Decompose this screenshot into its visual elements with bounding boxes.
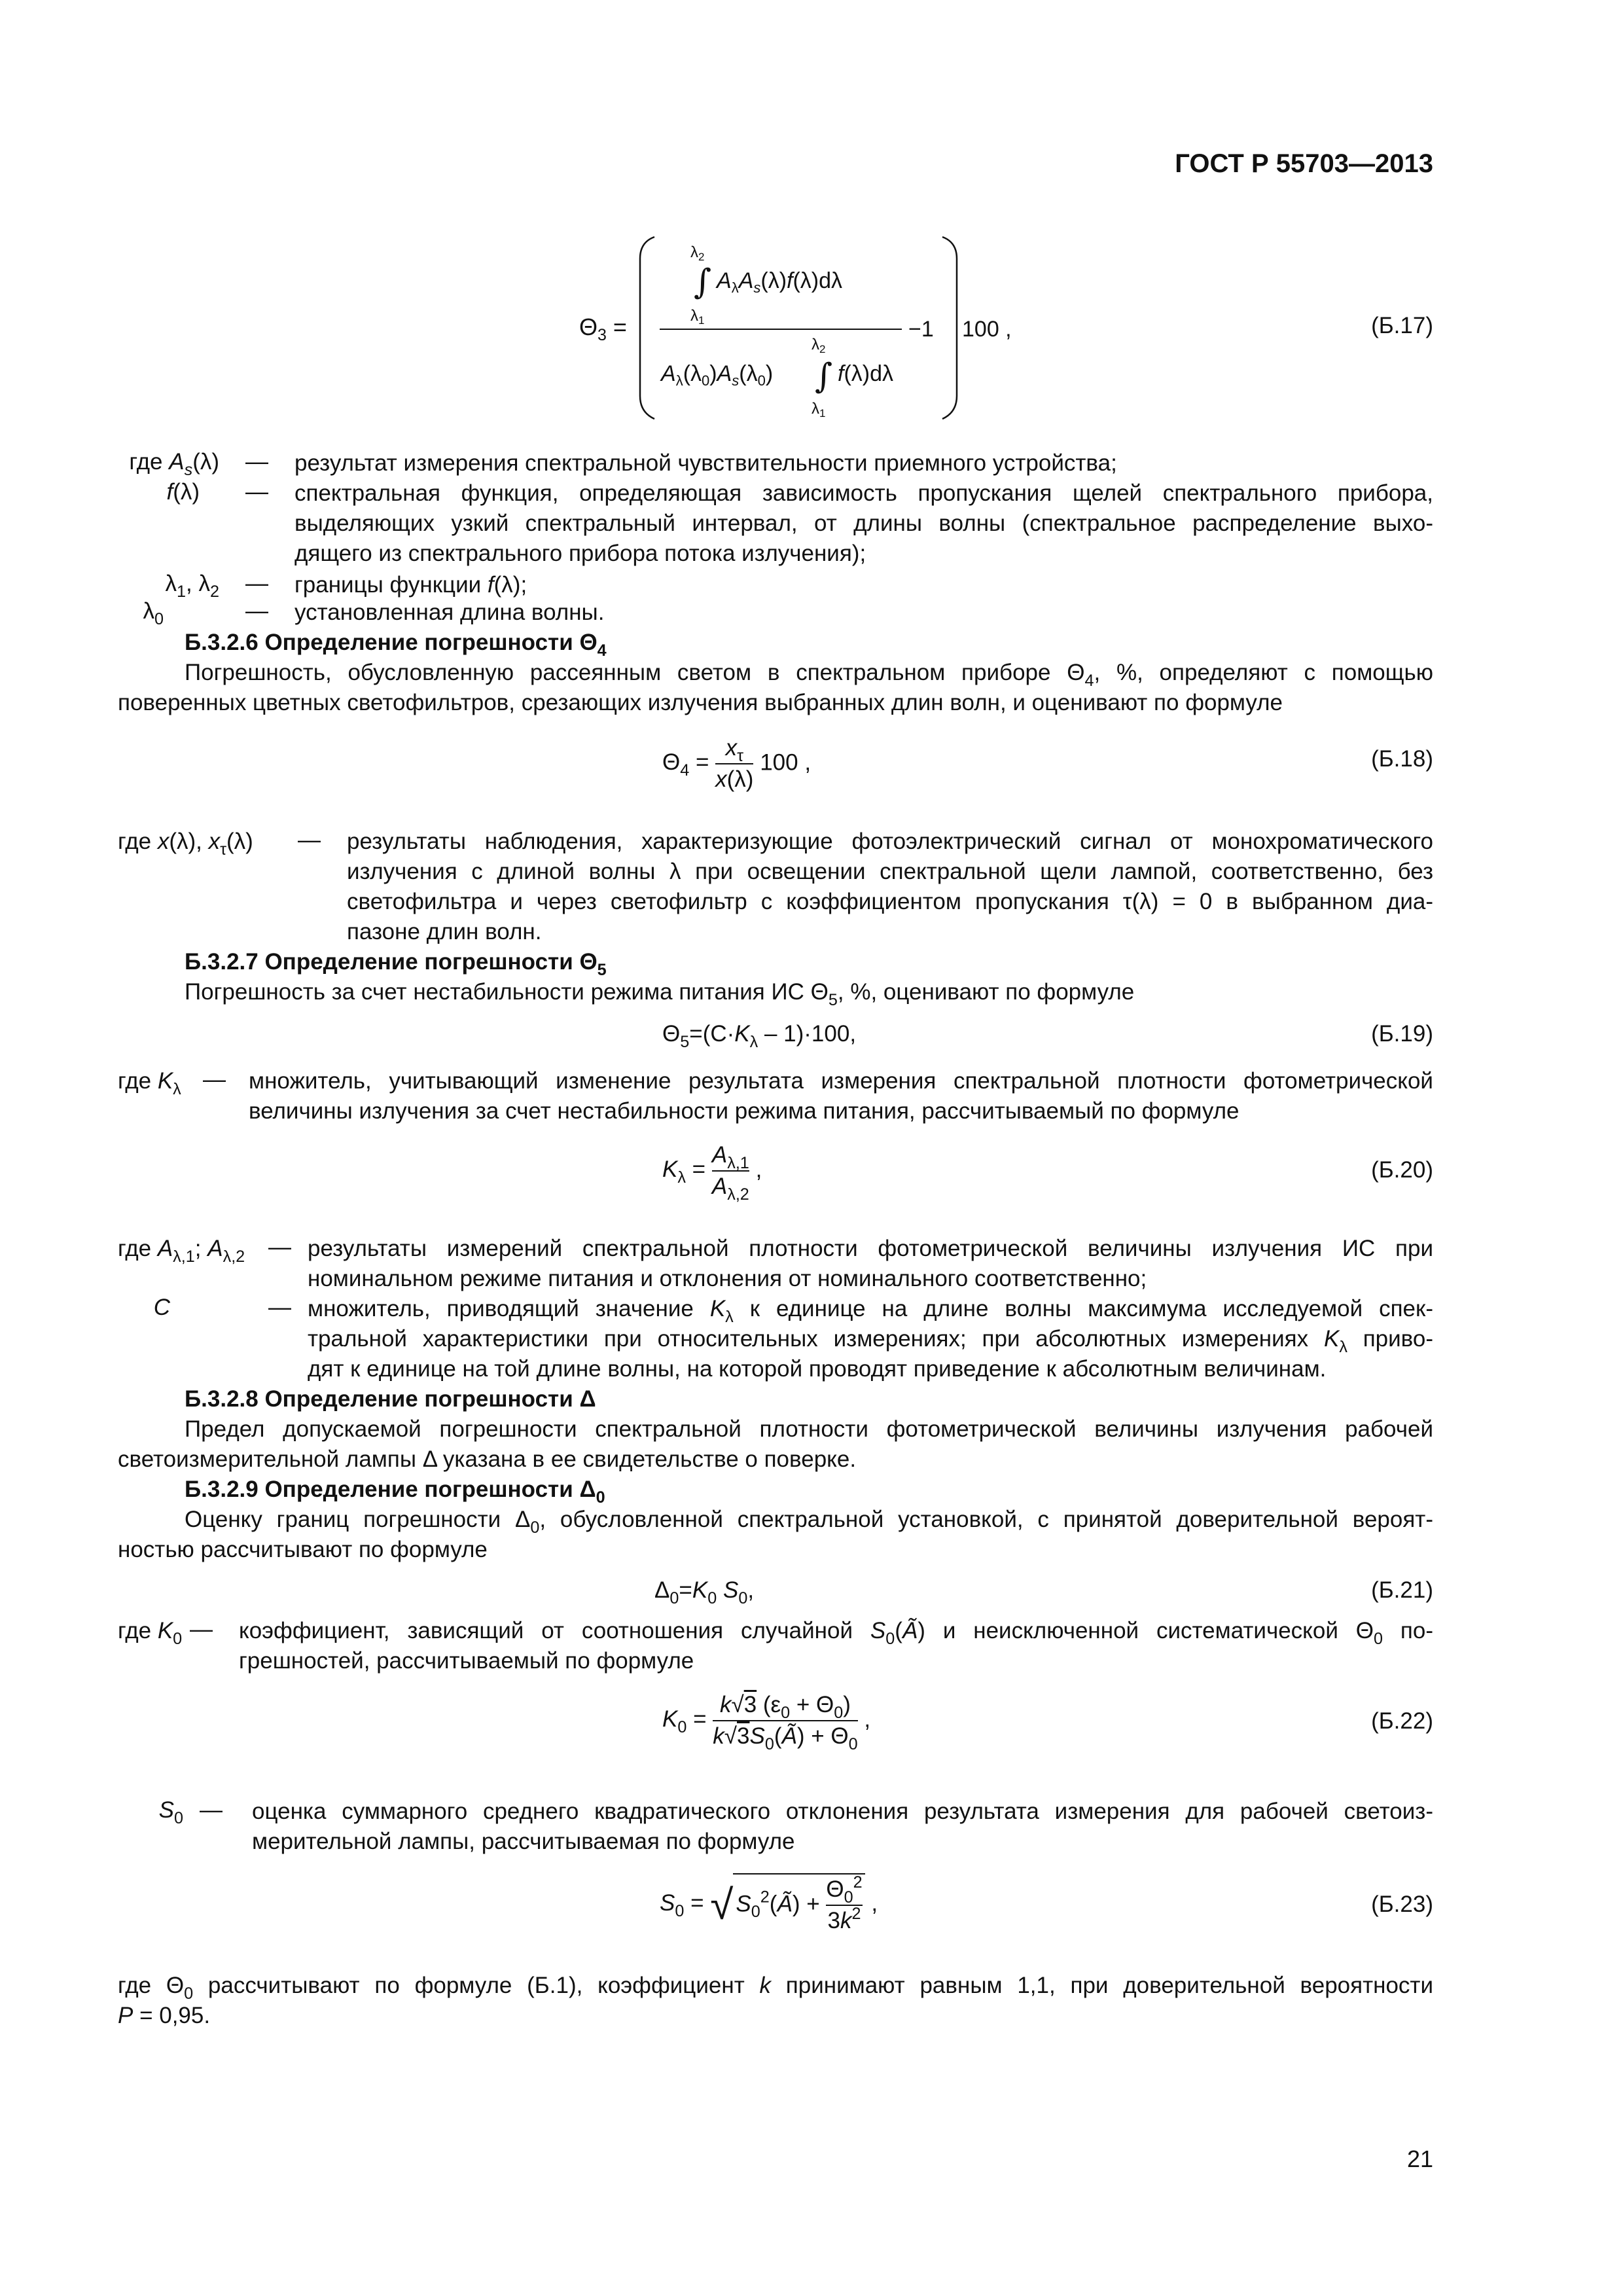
dash: — xyxy=(245,479,268,505)
where-text-alambda-1: результаты измерений спектральной плотности фотометрической величины излучения ИС при xyxy=(308,1236,1433,1261)
where-label-f: f(λ) xyxy=(166,479,200,505)
where-text-alambda-2: номинальном режиме питания и отклонения от номинального соответственно; xyxy=(308,1266,1147,1291)
section-b327: Б.3.2.7 Определение погрешности $\Theta_5$ xyxy=(185,949,607,979)
where-text-x-2: излучения с длиной волны λ при освещении спектральной щели лампой, соответственно, без xyxy=(347,859,1433,884)
eq17-den-integral: ∫ xyxy=(815,357,833,396)
dash: — xyxy=(245,449,268,475)
para-b329-2: ностью рассчитывают по формуле xyxy=(118,1537,488,1562)
where-label-k0: где $K_0$ xyxy=(118,1618,183,1648)
eq17-tail: 100 , xyxy=(962,317,1012,342)
eq23-denominator: $3k^2$ xyxy=(826,1905,862,1936)
where-label-s0: $S_0$ xyxy=(158,1797,183,1827)
eq17-minus-one: −1 xyxy=(908,317,934,342)
equation-b17-svg xyxy=(0,0,1623,458)
eq18-tail: 100 , xyxy=(760,749,812,776)
equation-b19: $\Theta_5=(C\cdot K_\lambda - 1)\cdot 100$, xyxy=(662,1021,857,1051)
eq23-radicand: $S_0^2(Ã)$ + $\frac{\Theta_0^2}{3k^2}$ xyxy=(733,1873,865,1936)
para-b328-2: светоизмерительной лампы Δ указана в ее свидетельстве о поверке. xyxy=(118,1446,857,1472)
where-text-x-4: пазоне длин волн. xyxy=(347,919,542,944)
dash: — xyxy=(245,598,268,624)
eq23-lhs: $S_0$ = xyxy=(660,1890,704,1921)
final-para-2: P = 0,95. xyxy=(118,2003,211,2028)
equation-b23 xyxy=(660,1873,878,1936)
where-text-lambda12: границы функции f(λ); xyxy=(294,572,527,598)
where-label-lambda12: $\lambda_1$, $\lambda_2$ xyxy=(165,571,219,601)
eq22-numerator: k√3 $(\varepsilon_0 + \Theta_0)$ xyxy=(719,1692,851,1722)
eq17-denominator-a: $A_\lambda(\lambda_0)A_s(\lambda_0)$ xyxy=(661,361,774,389)
eq17-den-upper-limit: $\lambda_2$ xyxy=(812,336,826,355)
where-text-f-1: спектральная функция, определяющая зависимость пропускания щелей спектрального прибора, xyxy=(294,480,1433,506)
dash: — xyxy=(200,1797,223,1823)
para-b328-1: Предел допускаемой погрешности спектральной плотности фотометрической величины излучения рабочей xyxy=(185,1416,1433,1442)
eq17-numerator: $A_\lambda A_s(\lambda)f(\lambda)d\lambda$ xyxy=(717,268,843,296)
eq23-radical: √ xyxy=(710,1881,734,1928)
final-para-1: где $\Theta_0$ рассчитывают по формуле (Б.1), коэффициент k принимают равным 1,1, при доверительной вероятности xyxy=(118,1973,1433,2003)
where-text-f-2: выделяющих узкий спектральный интервал, от длины волны (спектральное распределение выхо- xyxy=(294,511,1433,536)
eq23-label: (Б.23) xyxy=(1371,1892,1433,1917)
eq20-fraction xyxy=(712,1140,749,1202)
where-text-c-1: множитель, приводящий значение $K_\lambda$ к единице на длине волны максимума исследуемой спек- xyxy=(308,1296,1433,1326)
eq22-fraction xyxy=(713,1690,857,1751)
dash: — xyxy=(268,1295,291,1320)
where-text-lambda0: установленная длина волны. xyxy=(294,600,605,625)
equation-b20 xyxy=(662,1140,762,1202)
eq18-numerator: $x_\tau$ xyxy=(725,735,744,765)
dash: — xyxy=(190,1617,213,1642)
eq18-label: (Б.18) xyxy=(1371,746,1433,772)
section-b326: Б.3.2.6 Определение погрешности $\Theta_4$ xyxy=(185,630,607,660)
eq22-label: (Б.22) xyxy=(1371,1708,1433,1734)
para-b329-1: Оценку границ погрешности $\Delta_0$, обусловленной спектральной установкой, с принятой доверительной вероят- xyxy=(185,1507,1433,1537)
where-label-c: C xyxy=(153,1295,170,1320)
eq23-fraction xyxy=(826,1874,862,1936)
eq17-right-paren xyxy=(942,237,957,419)
equation-b21: $\Delta_0=K_0$ $S_0$, xyxy=(654,1577,755,1607)
standard-header: ГОСТ Р 55703—2013 xyxy=(1175,149,1433,178)
eq17-left-paren xyxy=(640,237,654,419)
page-number: 21 xyxy=(1406,2145,1433,2172)
eq17-num-integral: ∫ xyxy=(694,262,712,302)
eq20-lhs: $K_\lambda$ = xyxy=(662,1157,706,1187)
section-b328: Б.3.2.8 Определение погрешности Δ xyxy=(185,1386,596,1412)
eq20-denominator: $A_{\lambda,2}$ xyxy=(712,1170,749,1202)
equation-b18 xyxy=(662,733,811,795)
where-text-as: результат измерения спектральной чувствительности приемного устройства; xyxy=(294,450,1117,476)
where-label-klambda: где $K_\lambda$ xyxy=(118,1068,181,1098)
eq19-label: (Б.19) xyxy=(1371,1021,1433,1047)
eq23-numerator: $\Theta_0^2$ xyxy=(826,1873,863,1907)
para-b326-1: Погрешность, обусловленную рассеянным светом в спектральном приборе $\Theta_4$, %, определяют с помощью xyxy=(185,660,1434,690)
where-text-klambda-2: величины излучения за счет нестабильности режима питания, рассчитываемый по формуле xyxy=(249,1098,1240,1124)
eq17-num-lower-limit: $\lambda_1$ xyxy=(690,307,705,327)
section-b329: Б.3.2.9 Определение погрешности $\Delta_0$ xyxy=(185,1477,605,1507)
where-text-k0-2: грешностей, рассчитываемый по формуле xyxy=(239,1648,694,1674)
eq20-label: (Б.20) xyxy=(1371,1157,1433,1183)
para-b327: Погрешность за счет нестабильности режима питания ИС $\Theta_5$, %, оценивают по формуле xyxy=(185,979,1135,1009)
where-text-klambda-1: множитель, учитывающий изменение результата измерения спектральной плотности фотометрической xyxy=(249,1068,1433,1094)
eq17-label: (Б.17) xyxy=(1371,313,1433,338)
dash: — xyxy=(203,1067,226,1092)
where-text-s0-1: оценка суммарного среднего квадратического отклонения результата измерения для рабочей светоиз- xyxy=(252,1799,1433,1824)
where-label-as: где $A_s(\lambda)$ xyxy=(129,449,219,479)
eq18-fraction xyxy=(715,733,753,795)
eq17-den-lower-limit: $\lambda_1$ xyxy=(812,400,826,420)
where-text-x-3: светофильтра и через светофильтр с коэффициентом пропускания τ(λ) = 0 в выбранном диа- xyxy=(347,889,1433,914)
equation-b22 xyxy=(662,1690,870,1751)
eq17-denominator-b: f(λ)dλ xyxy=(838,361,894,386)
eq23-tail: , xyxy=(871,1890,878,1916)
eq18-denominator: x(λ) xyxy=(715,763,753,795)
eq18-lhs: $\Theta_4$ = xyxy=(662,749,709,780)
where-text-k0-1: коэффициент, зависящий от соотношения случайной $S_0(Ã)$ и неисключенной систематической $\Theta_0$ по- xyxy=(239,1618,1433,1648)
eq22-lhs: $K_0$ = xyxy=(662,1706,707,1737)
where-label-x: где x(λ), $x_\tau(\lambda)$ xyxy=(118,829,253,859)
eq17-num-upper-limit: $\lambda_2$ xyxy=(690,243,705,263)
eq22-denominator: $k√3S_0(Ã) + \Theta_0$ xyxy=(713,1720,857,1751)
eq17-lhs: $\Theta_3$ = xyxy=(579,314,627,344)
dash: — xyxy=(298,827,321,853)
where-text-c-3: дят к единице на той длине волны, на которой проводят приведение к абсолютным величинам. xyxy=(308,1356,1327,1382)
where-label-lambda0: $\lambda_0$ xyxy=(143,598,164,628)
dash: — xyxy=(245,571,268,596)
where-text-f-3: дящего из спектрального прибора потока излучения); xyxy=(294,541,866,566)
eq20-numerator: $A_{\lambda,1}$ xyxy=(711,1142,749,1172)
where-label-alambda: где $A_{\lambda,1}$; $A_{\lambda,2}$ xyxy=(118,1236,245,1266)
eq22-tail: , xyxy=(864,1706,871,1732)
where-text-x-1: результаты наблюдения, характеризующие фотоэлектрический сигнал от монохроматического xyxy=(347,829,1433,854)
where-text-s0-2: мерительной лампы, рассчитываемая по формуле xyxy=(252,1829,795,1854)
eq21-label: (Б.21) xyxy=(1371,1577,1433,1603)
where-text-c-2: тральной характеристики при относительных измерениях; при абсолютных измерениях $K_\lambda$ приво- xyxy=(308,1326,1434,1356)
dash: — xyxy=(268,1234,291,1260)
para-b326-2: поверенных цветных светофильтров, срезающих излучения выбранных длин волн, и оценивают по формуле xyxy=(118,690,1283,715)
eq20-tail: , xyxy=(755,1157,762,1183)
